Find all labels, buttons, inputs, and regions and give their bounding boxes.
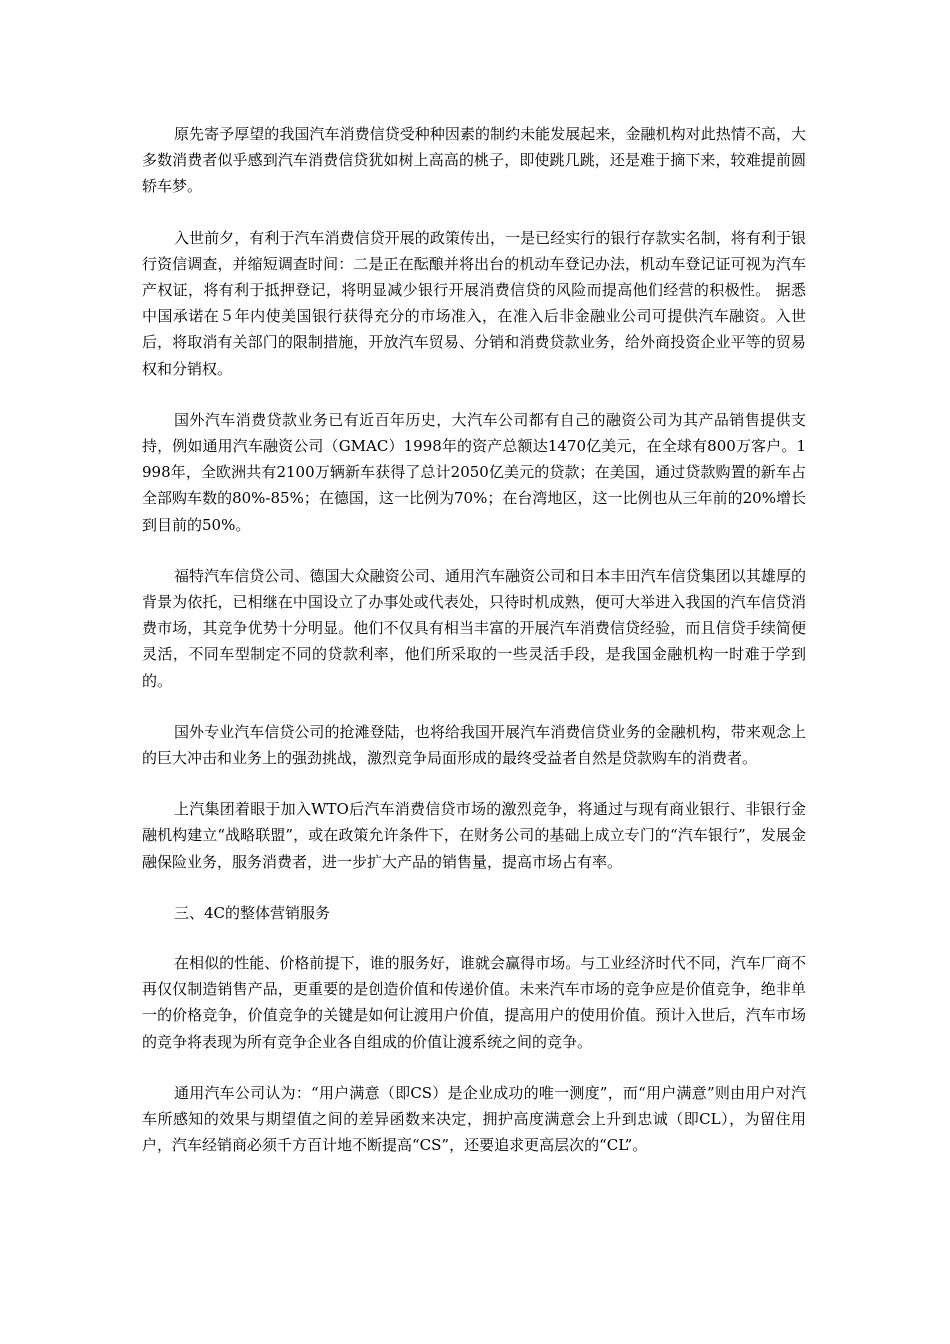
- document-page: [142, 121, 806, 1184]
- paragraph-foreign-auto-loans: 国外汽车消费贷款业务已有近百年历史，大汽车公司都有自己的融资公司为其产品销售提供支持，例如通用汽车融资公司（GMAC）1998年的资产总额达1470亿美元，在全球有800万客户。1998年，全欧洲共有2100万辆新车获得了总计2050亿美元的贷款；在美国，通过贷款购置的新车占全部购车数的80%-85%；在德国，这一比例为70%；在台湾地区，这一比例也从三年前的20%增长到目前的50%。: [142, 410, 806, 534]
- paragraph-competition-impact: 国外专业汽车信贷公司的抢滩登陆，也将给我国开展汽车消费信贷业务的金融机构，带来观念上的巨大冲击和业务上的强劲挑战，激烈竞争局面形成的最终受益者自然是贷款购车的消费者。: [142, 722, 806, 768]
- paragraph-consumer-credit-history: 原先寄予厚望的我国汽车消费信贷受种种因素的制约未能发展起来，金融机构对此热情不高，大多数消费者似乎感到汽车消费信贷犹如树上高高的桃子，即使跳几跳，还是难于摘下来，较难提前圆轿车梦。: [142, 125, 806, 196]
- paragraph-foreign-credit-companies: 福特汽车信贷公司、德国大众融资公司、通用汽车融资公司和日本丰田汽车信贷集团以其雄厚的背景为依托，已相继在中国设立了办事处或代表处，只待时机成熟，便可大举进入我国的汽车信贷消费市场，其竞争优势十分明显。他们不仅具有相当丰富的开展汽车消费信贷经验，而且信贷手续简便灵活，不同车型制定不同的贷款利率，他们所采取的一些灵活手段，是我国金融机构一时难于学到的。: [142, 566, 806, 690]
- section-heading-4c: 三、4C的整体营销服务: [174, 903, 331, 922]
- paragraph-value-competition: 在相似的性能、价格前提下，谁的服务好，谁就会赢得市场。与工业经济时代不同，汽车厂商不再仅仅制造销售产品，更重要的是创造价值和传递价值。未来汽车市场的竞争应是价值竞争，绝非单一的价格竞争，价值竞争的关键是如何让渡用户价值，提高用户的使用价值。预计入世后，汽车市场的竞争将表现为所有竞争企业各自组成的价值让渡系统之间的竞争。: [142, 954, 806, 1051]
- paragraph-gm-customer-satisfaction: 通用汽车公司认为：“用户满意（即CS）是企业成功的唯一测度”，而“用户满意”则由用户对汽车所感知的效果与期望值之间的差异函数来决定，拥护高度满意会上升到忠诚（即CL），为留住用户，汽车经销商必须千方百计地不断提高“CS”，还要追求更高层次的“CL”。: [142, 1083, 806, 1155]
- paragraph-saic-strategy: 上汽集团着眼于加入WTO后汽车消费信贷市场的激烈竞争，将通过与现有商业银行、非银行金融机构建立“战略联盟”，或在政策允许条件下，在财务公司的基础上成立专门的“汽车银行”，发展金融保险业务，服务消费者，进一步扩大产品的销售量，提高市场占有率。: [142, 800, 806, 871]
- paragraph-wto-policy: 入世前夕，有利于汽车消费信贷开展的政策传出，一是已经实行的银行存款实名制，将有利于银行资信调查，并缩短调查时间：二是正在酝酿并将出台的机动车登记办法，机动车登记证可视为汽车产权证，将有利于抵押登记，将明显减少银行开展消费信贷的风险而提高他们经营的积极性。 据悉中国承诺在５年内使美国银行获得充分的市场准入，在准入后非金融业公司可提供汽车融资。入世后，将取消有关部门的限制措施，开放汽车贸易、分销和消费贷款业务，给外商投资企业平等的贸易权和分销权。: [142, 228, 806, 378]
